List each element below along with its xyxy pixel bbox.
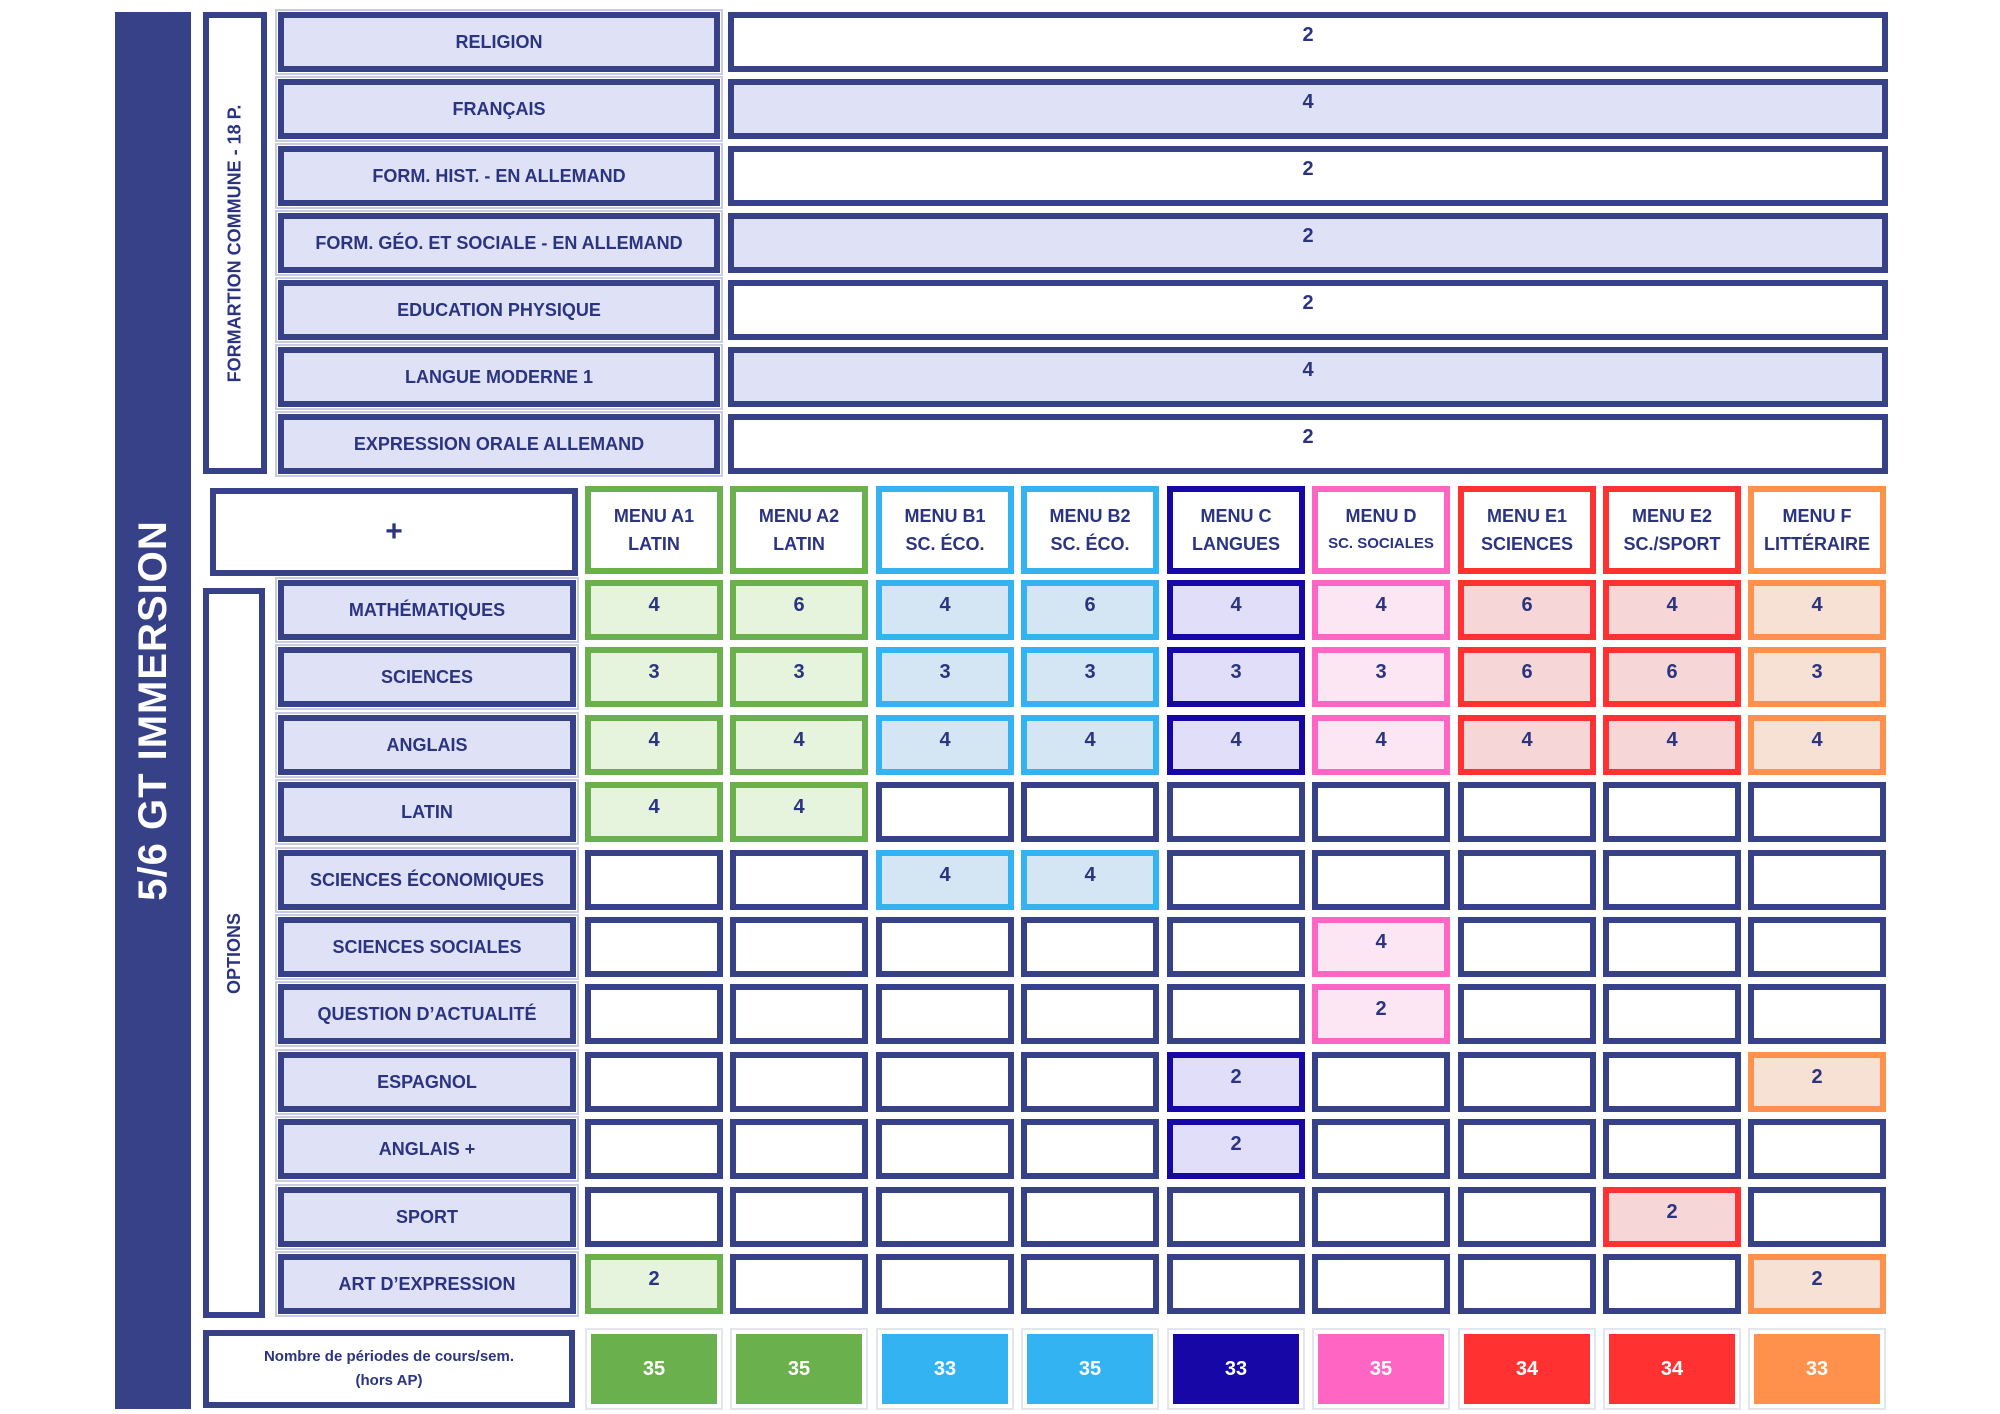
total-value: 33	[1754, 1334, 1880, 1404]
option-empty-cell	[1603, 1254, 1741, 1314]
total-value: 33	[1173, 1334, 1299, 1404]
option-subject: ANGLAIS +	[278, 1119, 576, 1179]
option-value-cell: 3	[1167, 647, 1305, 707]
menu-name: MENU D	[1345, 506, 1417, 526]
menu-header	[1021, 486, 1159, 574]
option-value-cell: 4	[730, 715, 868, 775]
option-value-cell: 4	[876, 580, 1014, 640]
option-empty-cell	[585, 1119, 723, 1179]
menu-header	[1748, 486, 1886, 574]
option-empty-cell	[1603, 1119, 1741, 1179]
common-group-label: FORMARTION COMMUNE - 18 P.	[224, 104, 245, 382]
option-subject: SCIENCES SOCIALES	[278, 917, 576, 977]
common-periods: 2	[728, 280, 1888, 340]
side-title: 5/6 GT IMMERSION	[130, 520, 175, 901]
option-empty-cell	[1458, 850, 1596, 910]
option-value-cell: 3	[1748, 647, 1886, 707]
menu-name: MENU B1	[904, 506, 986, 526]
option-value-cell: 4	[585, 715, 723, 775]
totals-label-box	[203, 1330, 575, 1408]
option-value-cell: 3	[876, 647, 1014, 707]
option-empty-cell	[876, 1052, 1014, 1112]
option-empty-cell	[585, 917, 723, 977]
option-empty-cell	[1748, 984, 1886, 1044]
option-empty-cell	[1312, 782, 1450, 842]
option-empty-cell	[1603, 782, 1741, 842]
option-value-cell: 2	[1312, 984, 1450, 1044]
option-value-cell: 2	[1748, 1052, 1886, 1112]
option-value-cell: 2	[1167, 1119, 1305, 1179]
plus-label: +	[385, 515, 403, 548]
option-value-cell: 4	[1458, 715, 1596, 775]
option-subject: ESPAGNOL	[278, 1052, 576, 1112]
total-value: 34	[1464, 1334, 1590, 1404]
total-value: 34	[1609, 1334, 1735, 1404]
option-empty-cell	[1603, 1052, 1741, 1112]
option-empty-cell	[730, 1052, 868, 1112]
option-empty-cell	[1021, 984, 1159, 1044]
option-empty-cell	[1021, 1052, 1159, 1112]
option-empty-cell	[1167, 917, 1305, 977]
option-empty-cell	[585, 850, 723, 910]
menu-header	[1312, 486, 1450, 574]
option-empty-cell	[876, 1187, 1014, 1247]
option-empty-cell	[1458, 1254, 1596, 1314]
option-empty-cell	[1458, 1052, 1596, 1112]
total-value: 35	[1318, 1334, 1444, 1404]
common-periods: 2	[728, 414, 1888, 474]
option-empty-cell	[1603, 917, 1741, 977]
option-value-cell: 4	[585, 580, 723, 640]
menu-header	[1458, 486, 1596, 574]
option-value-cell: 6	[730, 580, 868, 640]
menu-header	[585, 486, 723, 574]
option-subject: SCIENCES ÉCONOMIQUES	[278, 850, 576, 910]
option-value-cell: 4	[1748, 580, 1886, 640]
common-periods: 2	[728, 146, 1888, 206]
option-empty-cell	[730, 1119, 868, 1179]
common-group-frame	[203, 12, 267, 474]
option-value-cell: 4	[876, 715, 1014, 775]
option-value-cell: 4	[1167, 715, 1305, 775]
option-empty-cell	[876, 984, 1014, 1044]
option-value-cell: 2	[1167, 1052, 1305, 1112]
option-value-cell: 4	[1748, 715, 1886, 775]
option-empty-cell	[585, 1052, 723, 1112]
option-value-cell: 3	[585, 647, 723, 707]
menu-header	[1603, 486, 1741, 574]
menu-subtitle: SC. ÉCO.	[1050, 534, 1130, 554]
option-value-cell: 4	[1312, 580, 1450, 640]
options-group-frame	[203, 588, 265, 1318]
option-value-cell: 6	[1021, 580, 1159, 640]
menu-name: MENU E2	[1631, 506, 1712, 526]
option-empty-cell	[1312, 1254, 1450, 1314]
option-empty-cell	[730, 850, 868, 910]
totals-label-line1: Nombre de périodes de cours/sem.	[263, 1348, 515, 1365]
common-subject: LANGUE MODERNE 1	[278, 347, 720, 407]
totals-label-line2: (hors AP)	[355, 1372, 423, 1389]
menu-subtitle: LANGUES	[1191, 534, 1280, 554]
option-value-cell: 6	[1458, 580, 1596, 640]
option-empty-cell	[1312, 1119, 1450, 1179]
option-empty-cell	[1603, 984, 1741, 1044]
option-value-cell: 4	[1603, 715, 1741, 775]
option-empty-cell	[1748, 1187, 1886, 1247]
menu-subtitle: LITTÉRAIRE	[1764, 534, 1870, 554]
total-value: 35	[1027, 1334, 1153, 1404]
option-value-cell: 4	[1312, 715, 1450, 775]
option-value-cell: 4	[585, 782, 723, 842]
menu-name: MENU A2	[758, 506, 840, 526]
total-value: 33	[882, 1334, 1008, 1404]
option-empty-cell	[1458, 1119, 1596, 1179]
option-subject: ANGLAIS	[278, 715, 576, 775]
menu-name: MENU F	[1782, 506, 1852, 526]
option-value-cell: 4	[1312, 917, 1450, 977]
option-value-cell: 4	[1167, 580, 1305, 640]
option-value-cell: 3	[1021, 647, 1159, 707]
option-empty-cell	[1167, 984, 1305, 1044]
option-value-cell: 4	[1603, 580, 1741, 640]
option-empty-cell	[1021, 1187, 1159, 1247]
option-empty-cell	[1458, 917, 1596, 977]
option-empty-cell	[1748, 1119, 1886, 1179]
option-empty-cell	[1458, 984, 1596, 1044]
option-subject: SCIENCES	[278, 647, 576, 707]
menu-subtitle: SC. ÉCO.	[905, 534, 985, 554]
option-empty-cell	[1167, 1187, 1305, 1247]
option-empty-cell	[876, 1119, 1014, 1179]
option-empty-cell	[1312, 850, 1450, 910]
menu-subtitle: LATIN	[773, 534, 825, 554]
option-subject: ART D’EXPRESSION	[278, 1254, 576, 1314]
common-subject: EDUCATION PHYSIQUE	[278, 280, 720, 340]
option-subject: LATIN	[278, 782, 576, 842]
common-subject: FORM. HIST. - EN ALLEMAND	[278, 146, 720, 206]
menu-name: MENU E1	[1486, 506, 1567, 526]
option-empty-cell	[730, 984, 868, 1044]
option-empty-cell	[1603, 850, 1741, 910]
option-empty-cell	[585, 984, 723, 1044]
option-value-cell: 3	[1312, 647, 1450, 707]
option-value-cell: 4	[730, 782, 868, 842]
common-subject: EXPRESSION ORALE ALLEMAND	[278, 414, 720, 474]
menu-subtitle: SC. SOCIALES	[1328, 535, 1434, 552]
option-empty-cell	[730, 1187, 868, 1247]
option-subject: QUESTION D’ACTUALITÉ	[278, 984, 576, 1044]
option-value-cell: 4	[876, 850, 1014, 910]
common-periods: 2	[728, 213, 1888, 273]
option-subject: SPORT	[278, 1187, 576, 1247]
option-value-cell: 2	[1748, 1254, 1886, 1314]
common-periods: 2	[728, 12, 1888, 72]
menu-name: MENU A1	[613, 506, 695, 526]
option-value-cell: 4	[1021, 715, 1159, 775]
option-empty-cell	[1167, 850, 1305, 910]
common-subject: FRANÇAIS	[278, 79, 720, 139]
menu-header	[730, 486, 868, 574]
option-empty-cell	[1748, 917, 1886, 977]
option-empty-cell	[585, 1187, 723, 1247]
option-empty-cell	[1748, 782, 1886, 842]
option-empty-cell	[1458, 1187, 1596, 1247]
menu-subtitle: SC./SPORT	[1623, 534, 1721, 554]
common-subject: RELIGION	[278, 12, 720, 72]
options-group-label: OPTIONS	[223, 912, 244, 994]
menu-header	[1167, 486, 1305, 574]
option-value-cell: 2	[585, 1254, 723, 1314]
option-subject: MATHÉMATIQUES	[278, 580, 576, 640]
option-empty-cell	[1458, 782, 1596, 842]
option-empty-cell	[1167, 782, 1305, 842]
common-periods: 4	[728, 347, 1888, 407]
option-value-cell: 6	[1458, 647, 1596, 707]
option-empty-cell	[1021, 917, 1159, 977]
common-subject: FORM. GÉO. ET SOCIALE - EN ALLEMAND	[278, 213, 720, 273]
option-empty-cell	[876, 1254, 1014, 1314]
option-empty-cell	[876, 782, 1014, 842]
option-empty-cell	[1021, 1254, 1159, 1314]
menu-name: MENU B2	[1049, 506, 1131, 526]
option-empty-cell	[1021, 782, 1159, 842]
option-empty-cell	[1312, 1187, 1450, 1247]
option-empty-cell	[1167, 1254, 1305, 1314]
option-empty-cell	[1748, 850, 1886, 910]
option-value-cell: 2	[1603, 1187, 1741, 1247]
menu-name: MENU C	[1200, 506, 1272, 526]
common-periods: 4	[728, 79, 1888, 139]
menu-subtitle: SCIENCES	[1480, 534, 1574, 554]
option-empty-cell	[1312, 1052, 1450, 1112]
menu-subtitle: LATIN	[628, 534, 680, 554]
option-value-cell: 6	[1603, 647, 1741, 707]
total-value: 35	[736, 1334, 862, 1404]
option-empty-cell	[1021, 1119, 1159, 1179]
menu-header	[876, 486, 1014, 574]
option-empty-cell	[730, 1254, 868, 1314]
plus-box	[210, 488, 578, 576]
option-empty-cell	[730, 917, 868, 977]
option-value-cell: 4	[1021, 850, 1159, 910]
side-title-bar	[115, 12, 191, 1409]
total-value: 35	[591, 1334, 717, 1404]
option-empty-cell	[876, 917, 1014, 977]
option-value-cell: 3	[730, 647, 868, 707]
